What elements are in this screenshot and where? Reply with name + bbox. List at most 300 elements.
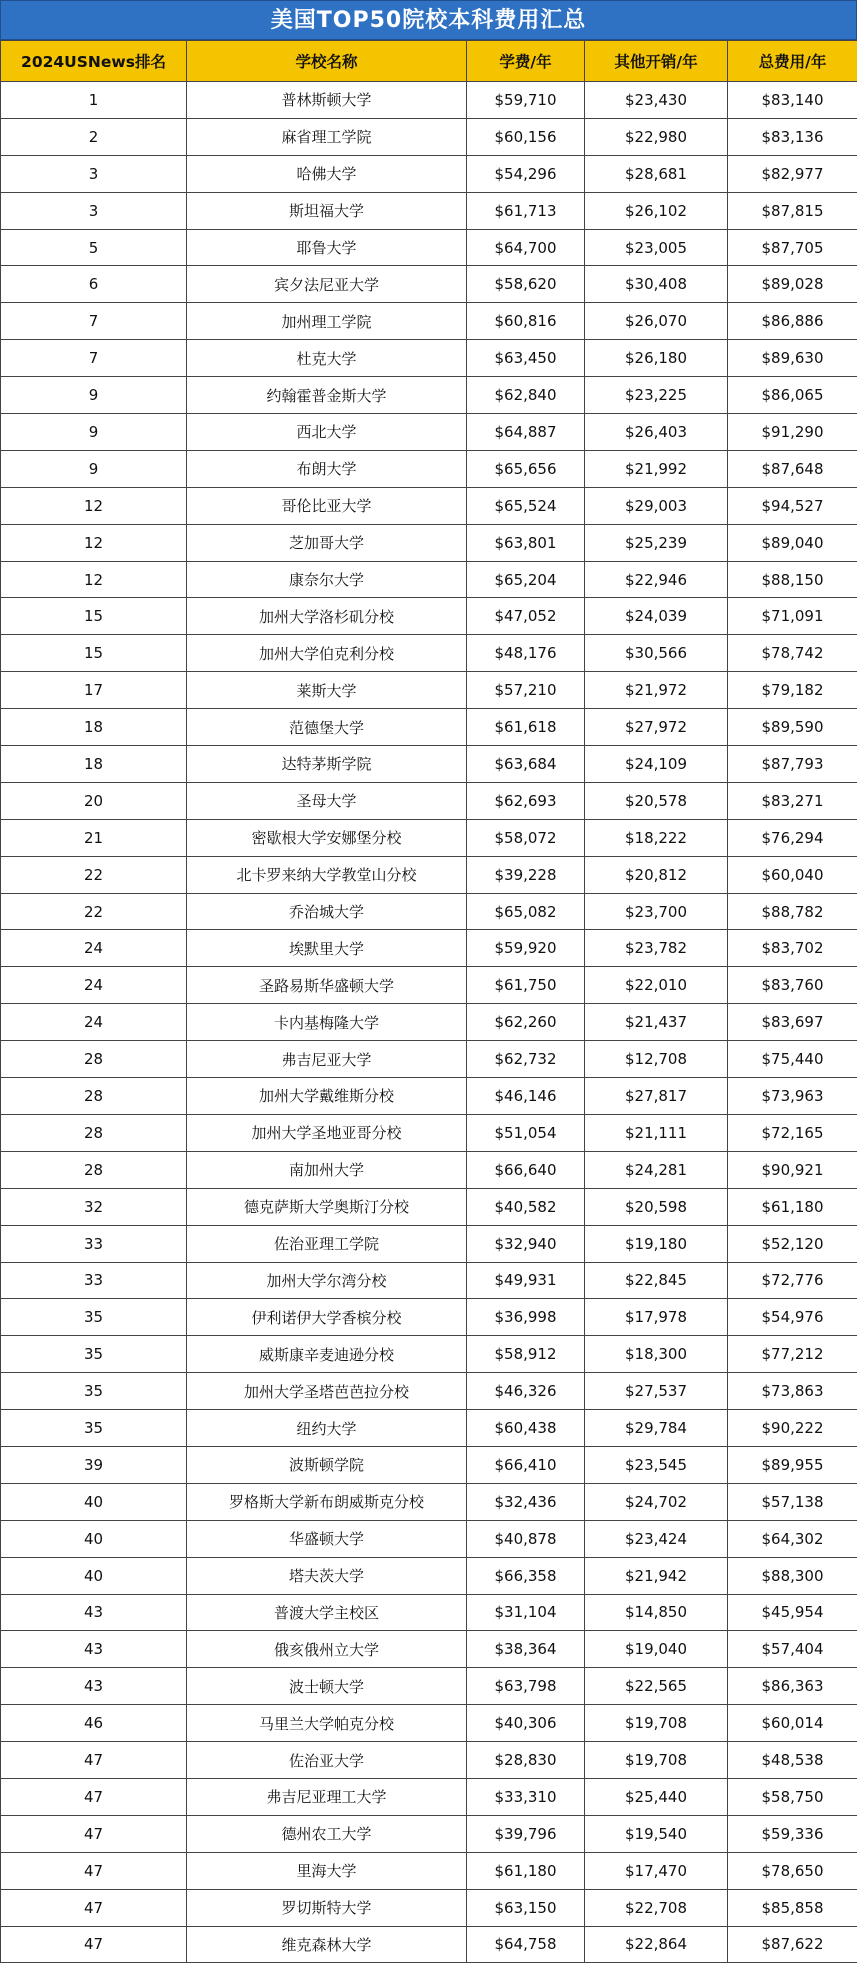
other-costs-cell: $19,180 <box>585 1225 728 1262</box>
school-cell: 耶鲁大学 <box>187 229 467 266</box>
school-cell: 莱斯大学 <box>187 672 467 709</box>
school-cell: 斯坦福大学 <box>187 192 467 229</box>
tuition-cell: $58,072 <box>467 819 585 856</box>
school-cell: 德州农工大学 <box>187 1815 467 1852</box>
tuition-cell: $64,700 <box>467 229 585 266</box>
other-costs-cell: $29,003 <box>585 487 728 524</box>
total-cost-cell: $86,363 <box>728 1668 857 1705</box>
total-cost-cell: $54,976 <box>728 1299 857 1336</box>
table-row <box>1 1262 857 1299</box>
tuition-cell: $59,920 <box>467 930 585 967</box>
other-costs-cell: $19,540 <box>585 1815 728 1852</box>
other-costs-cell: $19,708 <box>585 1742 728 1779</box>
rank-cell: 40 <box>1 1483 187 1520</box>
total-cost-cell: $87,793 <box>728 746 857 783</box>
table-row <box>1 155 857 192</box>
school-cell: 佐治亚大学 <box>187 1742 467 1779</box>
rank-cell: 3 <box>1 155 187 192</box>
rank-cell: 47 <box>1 1778 187 1815</box>
school-cell: 约翰霍普金斯大学 <box>187 377 467 414</box>
total-cost-cell: $88,150 <box>728 561 857 598</box>
total-cost-cell: $78,742 <box>728 635 857 672</box>
rank-cell: 2 <box>1 118 187 155</box>
table-row <box>1 524 857 561</box>
other-costs-cell: $24,702 <box>585 1483 728 1520</box>
tuition-cell: $51,054 <box>467 1114 585 1151</box>
tuition-cell: $46,326 <box>467 1373 585 1410</box>
tuition-cell: $58,620 <box>467 266 585 303</box>
tuition-cell: $63,450 <box>467 340 585 377</box>
table-row <box>1 1926 857 1963</box>
school-cell: 加州大学戴维斯分校 <box>187 1078 467 1115</box>
rank-cell: 12 <box>1 524 187 561</box>
table-row <box>1 746 857 783</box>
other-costs-cell: $19,040 <box>585 1631 728 1668</box>
total-cost-cell: $89,040 <box>728 524 857 561</box>
tuition-cell: $61,713 <box>467 192 585 229</box>
tuition-cell: $66,410 <box>467 1446 585 1483</box>
table-row <box>1 561 857 598</box>
school-cell: 普渡大学主校区 <box>187 1594 467 1631</box>
rank-cell: 33 <box>1 1225 187 1262</box>
cost-table <box>0 40 857 1963</box>
rank-cell: 22 <box>1 893 187 930</box>
rank-cell: 24 <box>1 967 187 1004</box>
tuition-cell: $63,684 <box>467 746 585 783</box>
table-row <box>1 1299 857 1336</box>
rank-cell: 9 <box>1 377 187 414</box>
table-row <box>1 1594 857 1631</box>
other-costs-cell: $12,708 <box>585 1041 728 1078</box>
school-cell: 德克萨斯大学奥斯汀分校 <box>187 1188 467 1225</box>
tuition-cell: $65,082 <box>467 893 585 930</box>
tuition-cell: $49,931 <box>467 1262 585 1299</box>
tuition-cell: $31,104 <box>467 1594 585 1631</box>
table-row <box>1 1557 857 1594</box>
other-costs-cell: $24,281 <box>585 1151 728 1188</box>
total-cost-cell: $94,527 <box>728 487 857 524</box>
other-costs-cell: $22,845 <box>585 1262 728 1299</box>
other-costs-cell: $20,578 <box>585 782 728 819</box>
total-cost-cell: $57,138 <box>728 1483 857 1520</box>
total-cost-cell: $85,858 <box>728 1889 857 1926</box>
table-row <box>1 709 857 746</box>
table-row <box>1 1114 857 1151</box>
tuition-cell: $32,436 <box>467 1483 585 1520</box>
table-row <box>1 303 857 340</box>
school-cell: 加州大学洛杉矶分校 <box>187 598 467 635</box>
rank-cell: 7 <box>1 340 187 377</box>
rank-cell: 15 <box>1 598 187 635</box>
other-costs-cell: $21,942 <box>585 1557 728 1594</box>
total-cost-cell: $58,750 <box>728 1778 857 1815</box>
other-costs-cell: $17,470 <box>585 1852 728 1889</box>
table-row <box>1 1188 857 1225</box>
rank-cell: 35 <box>1 1336 187 1373</box>
school-cell: 弗吉尼亚理工大学 <box>187 1778 467 1815</box>
school-cell: 布朗大学 <box>187 450 467 487</box>
other-costs-cell: $18,300 <box>585 1336 728 1373</box>
header-rank: 2024USNews排名 <box>1 41 187 82</box>
table-row <box>1 1668 857 1705</box>
table-row <box>1 1483 857 1520</box>
tuition-cell: $47,052 <box>467 598 585 635</box>
other-costs-cell: $20,812 <box>585 856 728 893</box>
table-row <box>1 893 857 930</box>
table-row <box>1 1004 857 1041</box>
total-cost-cell: $60,014 <box>728 1705 857 1742</box>
tuition-cell: $65,204 <box>467 561 585 598</box>
total-cost-cell: $83,760 <box>728 967 857 1004</box>
school-cell: 哈佛大学 <box>187 155 467 192</box>
school-cell: 伊利诺伊大学香槟分校 <box>187 1299 467 1336</box>
tuition-cell: $57,210 <box>467 672 585 709</box>
rank-cell: 7 <box>1 303 187 340</box>
tuition-cell: $62,732 <box>467 1041 585 1078</box>
total-cost-cell: $83,136 <box>728 118 857 155</box>
other-costs-cell: $23,424 <box>585 1520 728 1557</box>
total-cost-cell: $89,590 <box>728 709 857 746</box>
table-row <box>1 450 857 487</box>
other-costs-cell: $23,225 <box>585 377 728 414</box>
rank-cell: 47 <box>1 1926 187 1963</box>
total-cost-cell: $61,180 <box>728 1188 857 1225</box>
tuition-cell: $54,296 <box>467 155 585 192</box>
tuition-cell: $63,798 <box>467 1668 585 1705</box>
other-costs-cell: $26,403 <box>585 414 728 451</box>
other-costs-cell: $21,437 <box>585 1004 728 1041</box>
other-costs-cell: $21,992 <box>585 450 728 487</box>
table-row <box>1 82 857 119</box>
tuition-cell: $60,816 <box>467 303 585 340</box>
rank-cell: 9 <box>1 450 187 487</box>
tuition-cell: $66,640 <box>467 1151 585 1188</box>
rank-cell: 28 <box>1 1041 187 1078</box>
other-costs-cell: $26,180 <box>585 340 728 377</box>
school-cell: 宾夕法尼亚大学 <box>187 266 467 303</box>
other-costs-cell: $22,864 <box>585 1926 728 1963</box>
rank-cell: 21 <box>1 819 187 856</box>
rank-cell: 35 <box>1 1410 187 1447</box>
tuition-cell: $62,693 <box>467 782 585 819</box>
rank-cell: 28 <box>1 1151 187 1188</box>
school-cell: 加州大学尔湾分校 <box>187 1262 467 1299</box>
total-cost-cell: $82,977 <box>728 155 857 192</box>
rank-cell: 22 <box>1 856 187 893</box>
rank-cell: 17 <box>1 672 187 709</box>
tuition-cell: $39,796 <box>467 1815 585 1852</box>
other-costs-cell: $25,239 <box>585 524 728 561</box>
table-row <box>1 635 857 672</box>
tuition-cell: $61,750 <box>467 967 585 1004</box>
school-cell: 威斯康辛麦迪逊分校 <box>187 1336 467 1373</box>
total-cost-cell: $77,212 <box>728 1336 857 1373</box>
school-cell: 加州理工学院 <box>187 303 467 340</box>
other-costs-cell: $21,972 <box>585 672 728 709</box>
other-costs-cell: $22,946 <box>585 561 728 598</box>
school-cell: 康奈尔大学 <box>187 561 467 598</box>
other-costs-cell: $24,109 <box>585 746 728 783</box>
table-row <box>1 266 857 303</box>
tuition-cell: $65,524 <box>467 487 585 524</box>
school-cell: 芝加哥大学 <box>187 524 467 561</box>
rank-cell: 47 <box>1 1742 187 1779</box>
rank-cell: 1 <box>1 82 187 119</box>
tuition-cell: $64,758 <box>467 1926 585 1963</box>
total-cost-cell: $87,815 <box>728 192 857 229</box>
table-row <box>1 1078 857 1115</box>
tuition-cell: $46,146 <box>467 1078 585 1115</box>
tuition-cell: $28,830 <box>467 1742 585 1779</box>
total-cost-cell: $87,648 <box>728 450 857 487</box>
school-cell: 弗吉尼亚大学 <box>187 1041 467 1078</box>
school-cell: 圣路易斯华盛顿大学 <box>187 967 467 1004</box>
rank-cell: 47 <box>1 1815 187 1852</box>
school-cell: 麻省理工学院 <box>187 118 467 155</box>
school-cell: 加州大学伯克利分校 <box>187 635 467 672</box>
table-row <box>1 414 857 451</box>
total-cost-cell: $83,697 <box>728 1004 857 1041</box>
total-cost-cell: $78,650 <box>728 1852 857 1889</box>
total-cost-cell: $48,538 <box>728 1742 857 1779</box>
other-costs-cell: $29,784 <box>585 1410 728 1447</box>
other-costs-cell: $20,598 <box>585 1188 728 1225</box>
tuition-cell: $38,364 <box>467 1631 585 1668</box>
total-cost-cell: $91,290 <box>728 414 857 451</box>
school-cell: 波斯顿学院 <box>187 1446 467 1483</box>
table-row <box>1 1446 857 1483</box>
total-cost-cell: $88,782 <box>728 893 857 930</box>
table-row <box>1 1778 857 1815</box>
total-cost-cell: $87,705 <box>728 229 857 266</box>
school-cell: 哥伦比亚大学 <box>187 487 467 524</box>
total-cost-cell: $83,140 <box>728 82 857 119</box>
tuition-cell: $40,878 <box>467 1520 585 1557</box>
tuition-cell: $32,940 <box>467 1225 585 1262</box>
tuition-cell: $48,176 <box>467 635 585 672</box>
table-row <box>1 192 857 229</box>
table-row <box>1 1852 857 1889</box>
rank-cell: 33 <box>1 1262 187 1299</box>
school-cell: 密歇根大学安娜堡分校 <box>187 819 467 856</box>
table-row <box>1 1742 857 1779</box>
tuition-cell: $62,840 <box>467 377 585 414</box>
total-cost-cell: $45,954 <box>728 1594 857 1631</box>
table-row <box>1 1520 857 1557</box>
rank-cell: 5 <box>1 229 187 266</box>
tuition-cell: $60,156 <box>467 118 585 155</box>
total-cost-cell: $90,222 <box>728 1410 857 1447</box>
rank-cell: 43 <box>1 1594 187 1631</box>
tuition-cell: $61,180 <box>467 1852 585 1889</box>
school-cell: 西北大学 <box>187 414 467 451</box>
header-total-cost: 总费用/年 <box>728 41 857 82</box>
tuition-cell: $39,228 <box>467 856 585 893</box>
table-row <box>1 967 857 1004</box>
rank-cell: 43 <box>1 1668 187 1705</box>
other-costs-cell: $22,980 <box>585 118 728 155</box>
rank-cell: 46 <box>1 1705 187 1742</box>
school-cell: 南加州大学 <box>187 1151 467 1188</box>
school-cell: 卡内基梅隆大学 <box>187 1004 467 1041</box>
school-cell: 埃默里大学 <box>187 930 467 967</box>
total-cost-cell: $73,963 <box>728 1078 857 1115</box>
header-other-costs: 其他开销/年 <box>585 41 728 82</box>
table-row <box>1 1373 857 1410</box>
table-row <box>1 819 857 856</box>
school-cell: 北卡罗来纳大学教堂山分校 <box>187 856 467 893</box>
rank-cell: 9 <box>1 414 187 451</box>
tuition-cell: $62,260 <box>467 1004 585 1041</box>
tuition-cell: $40,306 <box>467 1705 585 1742</box>
rank-cell: 35 <box>1 1373 187 1410</box>
table-row <box>1 487 857 524</box>
other-costs-cell: $23,545 <box>585 1446 728 1483</box>
other-costs-cell: $14,850 <box>585 1594 728 1631</box>
table-row <box>1 377 857 414</box>
other-costs-cell: $27,817 <box>585 1078 728 1115</box>
table-row <box>1 930 857 967</box>
school-cell: 加州大学圣塔芭芭拉分校 <box>187 1373 467 1410</box>
rank-cell: 43 <box>1 1631 187 1668</box>
school-cell: 维克森林大学 <box>187 1926 467 1963</box>
table-header <box>1 41 857 82</box>
total-cost-cell: $57,404 <box>728 1631 857 1668</box>
table-row <box>1 1041 857 1078</box>
rank-cell: 28 <box>1 1078 187 1115</box>
total-cost-cell: $79,182 <box>728 672 857 709</box>
total-cost-cell: $60,040 <box>728 856 857 893</box>
school-cell: 纽约大学 <box>187 1410 467 1447</box>
total-cost-cell: $86,065 <box>728 377 857 414</box>
tuition-cell: $64,887 <box>467 414 585 451</box>
tuition-cell: $66,358 <box>467 1557 585 1594</box>
school-cell: 普林斯顿大学 <box>187 82 467 119</box>
rank-cell: 15 <box>1 635 187 672</box>
table-row <box>1 672 857 709</box>
total-cost-cell: $88,300 <box>728 1557 857 1594</box>
table-row <box>1 1336 857 1373</box>
total-cost-cell: $72,165 <box>728 1114 857 1151</box>
other-costs-cell: $27,537 <box>585 1373 728 1410</box>
school-cell: 里海大学 <box>187 1852 467 1889</box>
other-costs-cell: $23,005 <box>585 229 728 266</box>
school-cell: 华盛顿大学 <box>187 1520 467 1557</box>
school-cell: 圣母大学 <box>187 782 467 819</box>
rank-cell: 47 <box>1 1852 187 1889</box>
tuition-cell: $63,150 <box>467 1889 585 1926</box>
total-cost-cell: $89,028 <box>728 266 857 303</box>
other-costs-cell: $23,782 <box>585 930 728 967</box>
other-costs-cell: $23,430 <box>585 82 728 119</box>
rank-cell: 3 <box>1 192 187 229</box>
other-costs-cell: $18,222 <box>585 819 728 856</box>
school-cell: 塔夫茨大学 <box>187 1557 467 1594</box>
rank-cell: 39 <box>1 1446 187 1483</box>
rank-cell: 18 <box>1 746 187 783</box>
table-row <box>1 1631 857 1668</box>
total-cost-cell: $59,336 <box>728 1815 857 1852</box>
header-row <box>1 41 857 82</box>
tuition-cell: $36,998 <box>467 1299 585 1336</box>
table-row <box>1 118 857 155</box>
rank-cell: 40 <box>1 1557 187 1594</box>
school-cell: 波士顿大学 <box>187 1668 467 1705</box>
total-cost-cell: $90,921 <box>728 1151 857 1188</box>
other-costs-cell: $25,440 <box>585 1778 728 1815</box>
total-cost-cell: $76,294 <box>728 819 857 856</box>
tuition-cell: $33,310 <box>467 1778 585 1815</box>
school-cell: 佐治亚理工学院 <box>187 1225 467 1262</box>
total-cost-cell: $86,886 <box>728 303 857 340</box>
tuition-cell: $58,912 <box>467 1336 585 1373</box>
total-cost-cell: $89,630 <box>728 340 857 377</box>
total-cost-cell: $73,863 <box>728 1373 857 1410</box>
school-cell: 杜克大学 <box>187 340 467 377</box>
table-row <box>1 856 857 893</box>
school-cell: 范德堡大学 <box>187 709 467 746</box>
rank-cell: 32 <box>1 1188 187 1225</box>
tuition-cell: $61,618 <box>467 709 585 746</box>
total-cost-cell: $75,440 <box>728 1041 857 1078</box>
school-cell: 俄亥俄州立大学 <box>187 1631 467 1668</box>
other-costs-cell: $26,070 <box>585 303 728 340</box>
rank-cell: 12 <box>1 487 187 524</box>
table-row <box>1 1705 857 1742</box>
other-costs-cell: $19,708 <box>585 1705 728 1742</box>
table-title: 美国TOP50院校本科费用汇总 <box>0 0 857 40</box>
other-costs-cell: $22,708 <box>585 1889 728 1926</box>
school-cell: 达特茅斯学院 <box>187 746 467 783</box>
tuition-cell: $59,710 <box>467 82 585 119</box>
tuition-cell: $60,438 <box>467 1410 585 1447</box>
total-cost-cell: $72,776 <box>728 1262 857 1299</box>
other-costs-cell: $30,566 <box>585 635 728 672</box>
school-cell: 马里兰大学帕克分校 <box>187 1705 467 1742</box>
other-costs-cell: $28,681 <box>585 155 728 192</box>
rank-cell: 12 <box>1 561 187 598</box>
rank-cell: 40 <box>1 1520 187 1557</box>
table-row <box>1 340 857 377</box>
other-costs-cell: $21,111 <box>585 1114 728 1151</box>
table-row <box>1 229 857 266</box>
table-body <box>1 82 857 1963</box>
table-row <box>1 1225 857 1262</box>
total-cost-cell: $71,091 <box>728 598 857 635</box>
other-costs-cell: $30,408 <box>585 266 728 303</box>
tuition-cell: $65,656 <box>467 450 585 487</box>
table-row <box>1 1151 857 1188</box>
other-costs-cell: $27,972 <box>585 709 728 746</box>
other-costs-cell: $17,978 <box>585 1299 728 1336</box>
total-cost-cell: $52,120 <box>728 1225 857 1262</box>
table-row <box>1 598 857 635</box>
other-costs-cell: $22,010 <box>585 967 728 1004</box>
table-row <box>1 1815 857 1852</box>
other-costs-cell: $26,102 <box>585 192 728 229</box>
rank-cell: 35 <box>1 1299 187 1336</box>
school-cell: 罗格斯大学新布朗威斯克分校 <box>187 1483 467 1520</box>
total-cost-cell: $83,702 <box>728 930 857 967</box>
rank-cell: 6 <box>1 266 187 303</box>
school-cell: 乔治城大学 <box>187 893 467 930</box>
rank-cell: 47 <box>1 1889 187 1926</box>
total-cost-cell: $64,302 <box>728 1520 857 1557</box>
school-cell: 加州大学圣地亚哥分校 <box>187 1114 467 1151</box>
other-costs-cell: $22,565 <box>585 1668 728 1705</box>
other-costs-cell: $23,700 <box>585 893 728 930</box>
rank-cell: 28 <box>1 1114 187 1151</box>
